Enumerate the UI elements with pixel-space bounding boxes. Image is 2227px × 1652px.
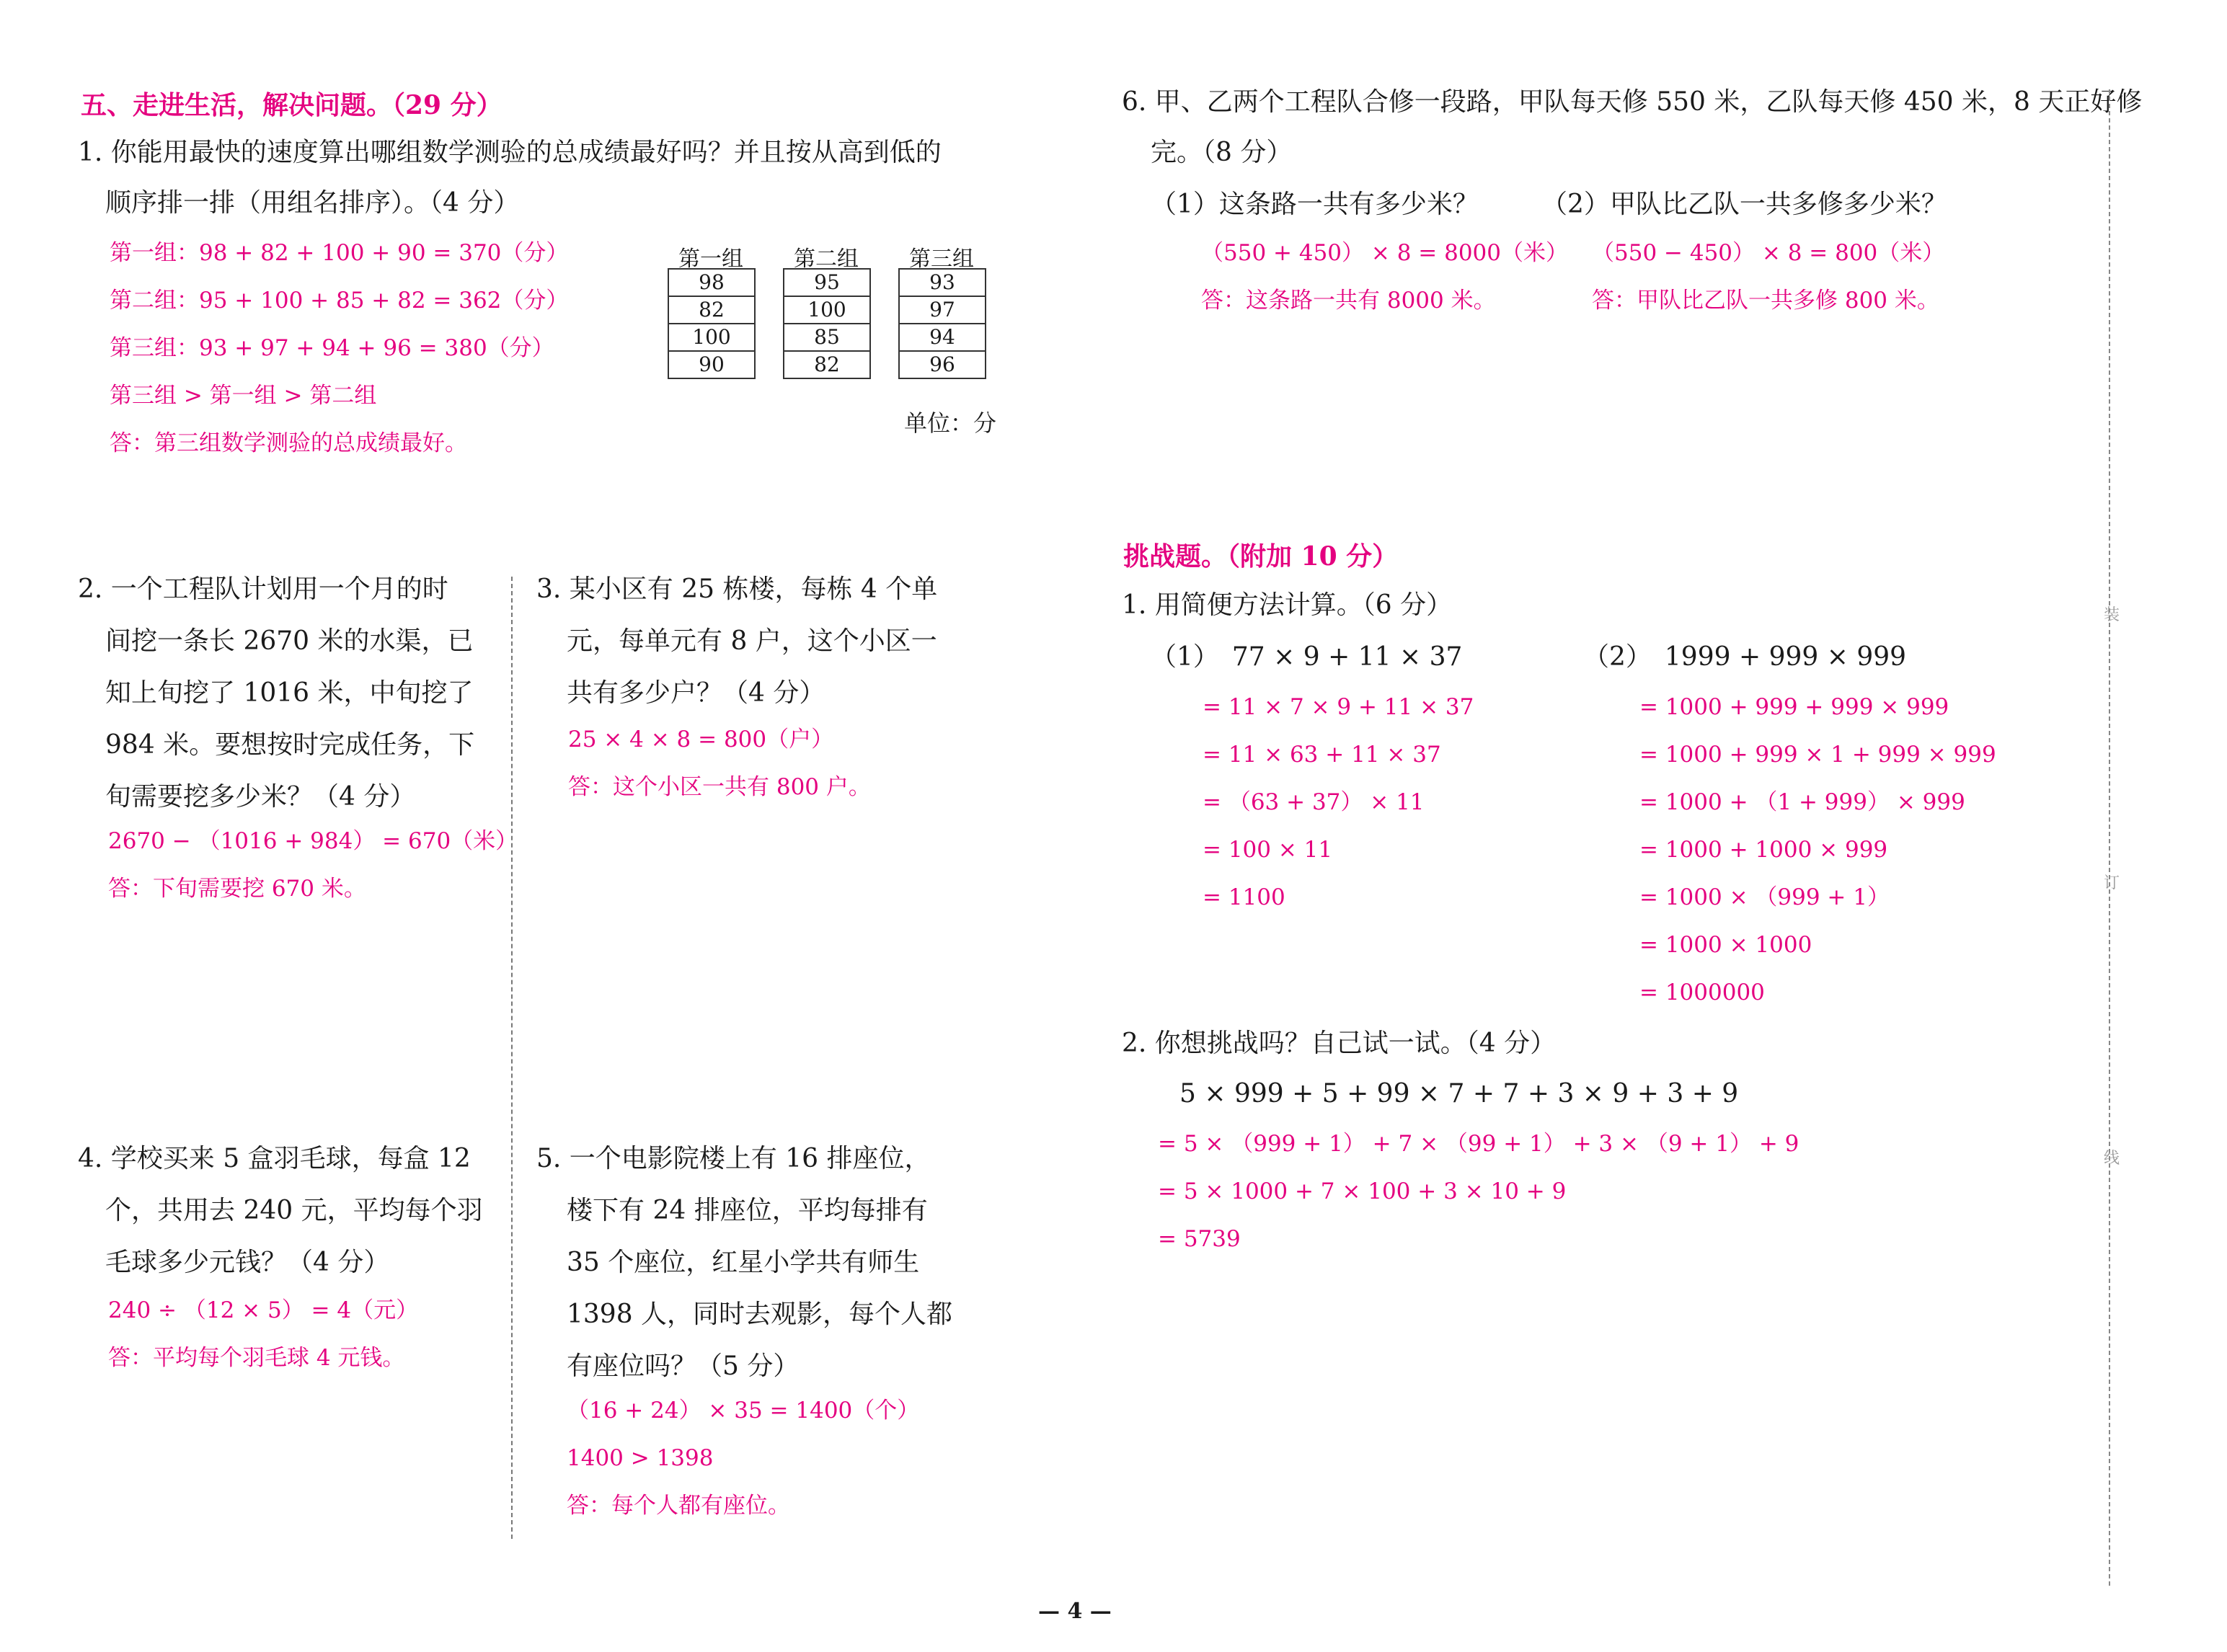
score-table-group1 [668,268,756,379]
table-unit: 单位：分 [904,409,997,437]
q1-line2: 顺序排一排（用组名排序）。（4 分） [105,188,520,218]
table-cell: 90 [668,351,755,378]
table-cell: 82 [668,296,755,324]
q1-answers [110,229,568,467]
challenge-2-step: = 5 × （999 + 1） + 7 × （99 + 1） + 3 × （9 + 1） + 9 [1158,1131,1799,1157]
q6-sub2-answer-2: 答：甲队比乙队一共多修 800 米。 [1592,288,1939,314]
table-cell: 82 [784,351,870,378]
part1-label: （1） [1151,642,1219,672]
table-cell: 96 [899,351,986,378]
q5-line: 有座位吗？（5 分） [567,1351,800,1381]
part2-step: = 1000 × （999 + 1） [1639,884,1890,910]
q4-line: 个，共用去 240 元，平均每个羽 [105,1196,483,1225]
part1-step: = 100 × 11 [1203,837,1333,863]
table-cell: 85 [784,324,870,351]
q6-line1: 6. 甲、乙两个工程队合修一段路，甲队每天修 550 米，乙队每天修 450 米，8 天正好修 [1122,87,2143,117]
challenge-title: 挑战题。（附加 10 分） [1123,541,1399,572]
q2-line: 旬需要挖多少米？（4 分） [105,782,416,812]
q6-line2: 完。（8 分） [1151,138,1293,167]
q4-answer-1: 240 ÷ （12 × 5） = 4（元） [108,1297,419,1323]
challenge-1-part2 [1583,631,1906,683]
part1-step: = 1100 [1203,884,1285,910]
q6-sub2-question: （2）甲队比乙队一共多修多少米？ [1541,190,1947,219]
q4-answer-2: 答：平均每个羽毛球 4 元钱。 [108,1345,405,1371]
q3-answer-1: 25 × 4 × 8 = 800（户） [568,727,834,752]
table-header-group1: 第一组 [678,247,743,272]
q2-answers [108,817,518,912]
q3-line: 共有多少户？（4 分） [567,678,825,708]
q1-answer-3: 第三组：93 + 97 + 94 + 96 = 380（分） [110,335,554,361]
q6-sub1-question: （1）这条路一共有多少米？ [1151,190,1479,219]
q3-answer-2: 答：这个小区一共有 800 户。 [568,774,871,800]
table-header-group3: 第三组 [909,247,974,272]
part2-step: = 1000 + （1 + 999） × 999 [1639,789,1965,815]
q2-line: 2. 一个工程队计划用一个月的时 [78,574,448,604]
binding-char-xian: 线 [2104,1150,2120,1168]
challenge-1-part1 [1151,631,1462,683]
q5-line: 5. 一个电影院楼上有 16 排座位， [536,1144,931,1173]
q2-answer-2: 答：下旬需要挖 670 米。 [108,876,366,902]
part1-step: = （63 + 37） × 11 [1203,789,1425,815]
part2-step: = 1000 + 999 × 1 + 999 × 999 [1639,742,1996,768]
binding-char-zhuang: 装 [2104,606,2120,624]
table-cell: 100 [668,324,755,351]
q4-line: 4. 学校买来 5 盒羽毛球，每盒 12 [78,1144,471,1173]
challenge-2-steps [1158,1120,1799,1263]
part2-step: = 1000000 [1639,980,1765,1005]
q5-answer-1: （16 + 24） × 35 = 1400（个） [567,1398,920,1424]
section5-title: 五、走进生活，解决问题。（29 分） [81,90,502,120]
table-cell: 95 [784,269,870,296]
part1-step: = 11 × 7 × 9 + 11 × 37 [1203,694,1474,720]
part2-expression: 1999 + 999 × 999 [1664,642,1907,672]
table-cell: 94 [899,324,986,351]
q4-answers [108,1287,418,1382]
q1-answer-1: 第一组：98 + 82 + 100 + 90 = 370（分） [110,240,569,266]
q5-question [536,1133,952,1393]
q3-answers [568,716,871,811]
q5-line: 35 个座位，红星小学共有师生 [567,1248,920,1277]
score-table-group2 [783,268,871,379]
part2-step: = 1000 × 1000 [1639,932,1812,958]
table-cell: 93 [899,269,986,296]
challenge-2-step: = 5739 [1158,1226,1241,1252]
q6-sub1-answer-2: 答：这条路一共有 8000 米。 [1201,288,1496,314]
q2-question [78,564,474,823]
part2-step: = 1000 + 999 + 999 × 999 [1639,694,1949,720]
table-cell: 100 [784,296,870,324]
table-cell: 97 [899,296,986,324]
q1-answer-4: 第三组 > 第一组 > 第二组 [110,383,377,409]
q4-line: 毛球多少元钱？（4 分） [105,1248,390,1277]
part2-label: （2） [1583,642,1652,672]
q6-sub2-answers [1592,229,1944,324]
table-header-group2: 第二组 [794,247,859,272]
q5-answer-2: 1400 > 1398 [567,1445,714,1471]
q5-answers [567,1387,919,1529]
q5-line: 楼下有 24 排座位，平均每排有 [567,1196,928,1225]
q4-question [78,1133,483,1289]
q2-line: 984 米。要想按时完成任务，下 [105,730,475,760]
q1-answer-5: 答：第三组数学测验的总成绩最好。 [110,430,467,456]
challenge-1-title: 1. 用简便方法计算。（6 分） [1122,590,1453,620]
q2-line: 知上旬挖了 1016 米，中旬挖了 [105,678,474,708]
part1-expression: 77 × 9 + 11 × 37 [1231,642,1463,672]
q6-sub2-answer-1: （550 − 450） × 8 = 800（米） [1592,240,1945,266]
q2-answer-1: 2670 − （1016 + 984） = 670（米） [108,828,518,854]
challenge-2-expression: 5 × 999 + 5 + 99 × 7 + 7 + 3 × 9 + 3 + 9 [1179,1079,1739,1109]
q3-line: 元，每单元有 8 户，这个小区一 [567,626,937,656]
column-divider [511,577,513,1539]
q5-answer-3: 答：每个人都有座位。 [567,1493,790,1519]
binding-char-ding: 订 [2104,874,2120,892]
challenge-2-title: 2. 你想挑战吗？自己试一试。（4 分） [1122,1029,1557,1058]
part1-steps [1203,683,1474,921]
part1-step: = 11 × 63 + 11 × 37 [1203,742,1441,768]
q5-line: 1398 人，同时去观影，每个人都 [567,1300,953,1329]
challenge-2-step: = 5 × 1000 + 7 × 100 + 3 × 10 + 9 [1158,1178,1567,1204]
table-cell: 98 [668,269,755,296]
q6-sub1-answers [1201,229,1568,324]
q6-sub1-answer-1: （550 + 450） × 8 = 8000（米） [1201,240,1569,266]
q3-question [536,564,937,719]
binding-line [2109,89,2110,1586]
q1-answer-2: 第二组：95 + 100 + 85 + 82 = 362（分） [110,288,569,314]
page-number: — 4 — [1038,1599,1112,1624]
part2-steps [1639,683,1996,1016]
q1-line1: 1. 你能用最快的速度算出哪组数学测验的总成绩最好吗？并且按从高到低的 [78,138,942,167]
part2-step: = 1000 + 1000 × 999 [1639,837,1888,863]
score-table-group3 [898,268,986,379]
q2-line: 间挖一条长 2670 米的水渠，已 [105,626,474,656]
q3-line: 3. 某小区有 25 栋楼，每栋 4 个单 [536,574,938,604]
